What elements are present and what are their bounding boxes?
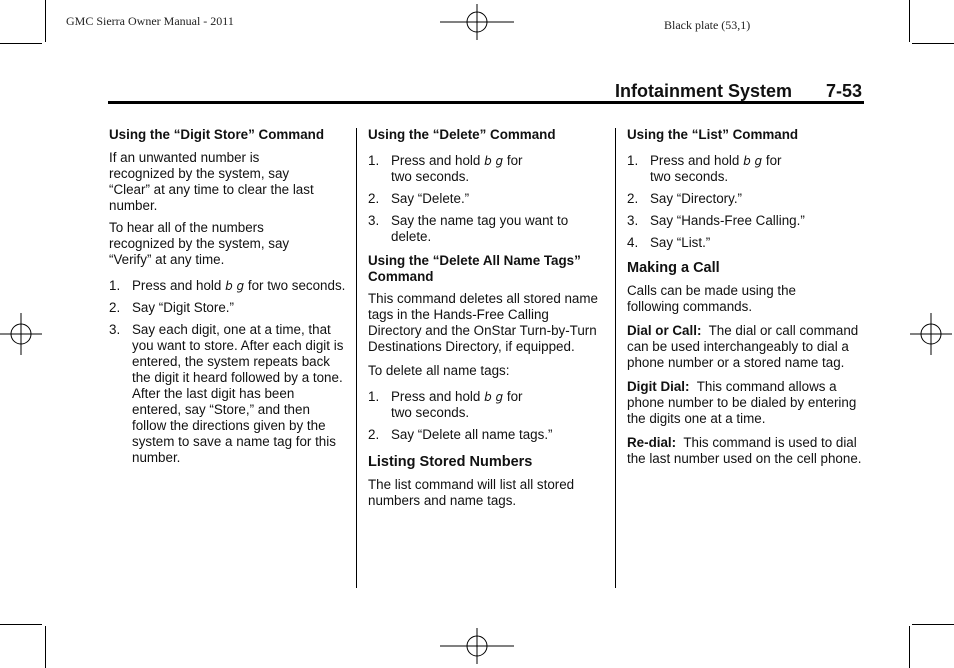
list-item	[109, 278, 347, 294]
step-number: 2.	[368, 191, 380, 206]
list-item	[627, 191, 865, 207]
definition	[627, 379, 865, 427]
term-text: This command allows a phone number to be dialed by entering the digits one at a time.	[627, 379, 857, 426]
section-heading: Listing Stored Numbers	[368, 454, 533, 470]
term-label: Dial or Call:	[627, 323, 702, 338]
step-number: 3.	[627, 213, 639, 228]
subheading: Using the “Digit Store” Command	[109, 127, 325, 142]
step-text: Say “Digit Store.”	[132, 300, 234, 315]
crop-mark	[45, 0, 46, 42]
crop-mark	[912, 624, 954, 625]
list-item	[627, 213, 865, 229]
step-text	[132, 278, 347, 294]
crop-mark	[0, 43, 42, 44]
subheading: Using the “Delete All Name Tags” Command	[368, 253, 581, 284]
step-text: Say “Directory.”	[650, 191, 743, 206]
column-1	[109, 127, 347, 472]
section-title: Infotainment System	[615, 81, 793, 101]
column-3	[627, 127, 865, 473]
phone-button-icon: b g	[743, 154, 763, 168]
subheading: Using the “Delete” Command	[368, 127, 556, 142]
step-text-b: for two seconds.	[391, 153, 523, 184]
crop-mark	[45, 626, 46, 668]
column-divider	[615, 128, 616, 588]
paragraph: To hear all of the numbers recognized by the system, say “Verify” at any time.	[109, 220, 290, 267]
step-number: 2.	[627, 191, 639, 206]
step-text: Say “Hands-Free Calling.”	[650, 213, 805, 228]
step-number: 3.	[109, 322, 121, 337]
crop-mark	[0, 624, 42, 625]
list-item	[109, 322, 347, 466]
step-text: Say the name tag you want to delete.	[391, 213, 569, 244]
phone-button-icon: b g	[484, 154, 504, 168]
list-item	[109, 300, 347, 316]
step-text	[650, 153, 865, 185]
step-text-a: Press and hold	[391, 389, 481, 404]
crop-mark	[912, 43, 954, 44]
list-item	[368, 191, 606, 207]
list-item	[627, 235, 865, 251]
heading-rule	[108, 101, 864, 104]
paragraph: This command deletes all stored name tags in the Hands-Free Calling Directory and the OnStar Turn-by-Turn Destinations Directory, if equipped.	[368, 291, 598, 354]
list-item	[368, 427, 606, 443]
step-text	[391, 389, 606, 421]
phone-button-icon: b g	[225, 279, 245, 293]
registration-mark-bottom	[440, 628, 514, 664]
step-text-b: for two seconds.	[247, 278, 346, 293]
column-divider	[356, 128, 357, 588]
step-number: 1.	[368, 389, 380, 404]
step-text-a: Press and hold	[391, 153, 481, 168]
step-text: Say “List.”	[650, 235, 711, 250]
column-2	[368, 127, 606, 515]
list-item	[627, 153, 865, 185]
step-text: Say each digit, one at a time, that you want to store. After each digit is entered, the system repeats back the digit it heard followed by a tone. After the last digit has been entered, say “Store,” and then follow the directions given by the system to save a name tag for this number.	[132, 322, 344, 465]
section-heading: Making a Call	[627, 260, 720, 276]
step-number: 1.	[109, 278, 121, 293]
list-item	[368, 213, 606, 245]
step-number: 2.	[109, 300, 121, 315]
paragraph: The list command will list all stored numbers and name tags.	[368, 477, 575, 508]
page-number: 7-53	[826, 81, 863, 101]
list-item	[368, 153, 606, 185]
step-number: 1.	[627, 153, 639, 168]
step-text: Say “Delete all name tags.”	[391, 427, 553, 442]
term-label: Digit Dial:	[627, 379, 690, 394]
step-number: 2.	[368, 427, 380, 442]
step-number: 3.	[368, 213, 380, 228]
term-text: The dial or call command can be used interchangeably to dial a phone number or a stored name tag.	[627, 323, 859, 370]
list-item	[368, 389, 606, 421]
phone-button-icon: b g	[484, 390, 504, 404]
definition	[627, 323, 865, 371]
definition	[627, 435, 865, 467]
paragraph: Calls can be made using the following commands.	[627, 283, 796, 314]
step-text-a: Press and hold	[132, 278, 222, 293]
step-text-a: Press and hold	[650, 153, 740, 168]
paragraph: If an unwanted number is recognized by the system, say “Clear” at any time to clear the last number.	[109, 150, 314, 213]
step-text	[391, 153, 606, 185]
step-text-b: for two seconds.	[391, 389, 523, 420]
step-text-b: for two seconds.	[650, 153, 782, 184]
manual-title: GMC Sierra Owner Manual - 2011	[66, 14, 234, 28]
registration-mark-right	[910, 313, 952, 355]
term-label: Re-dial:	[627, 435, 677, 450]
paragraph: To delete all name tags:	[368, 363, 510, 378]
step-number: 4.	[627, 235, 639, 250]
registration-mark-top	[440, 4, 514, 40]
subheading: Using the “List” Command	[627, 127, 799, 142]
plate-label: Black plate (53,1)	[664, 18, 751, 32]
step-text: Say “Delete.”	[391, 191, 470, 206]
crop-mark	[909, 626, 910, 668]
term-text: This command is used to dial the last number used on the cell phone.	[627, 435, 862, 466]
crop-mark	[909, 0, 910, 42]
step-number: 1.	[368, 153, 380, 168]
registration-mark-left	[0, 313, 42, 355]
